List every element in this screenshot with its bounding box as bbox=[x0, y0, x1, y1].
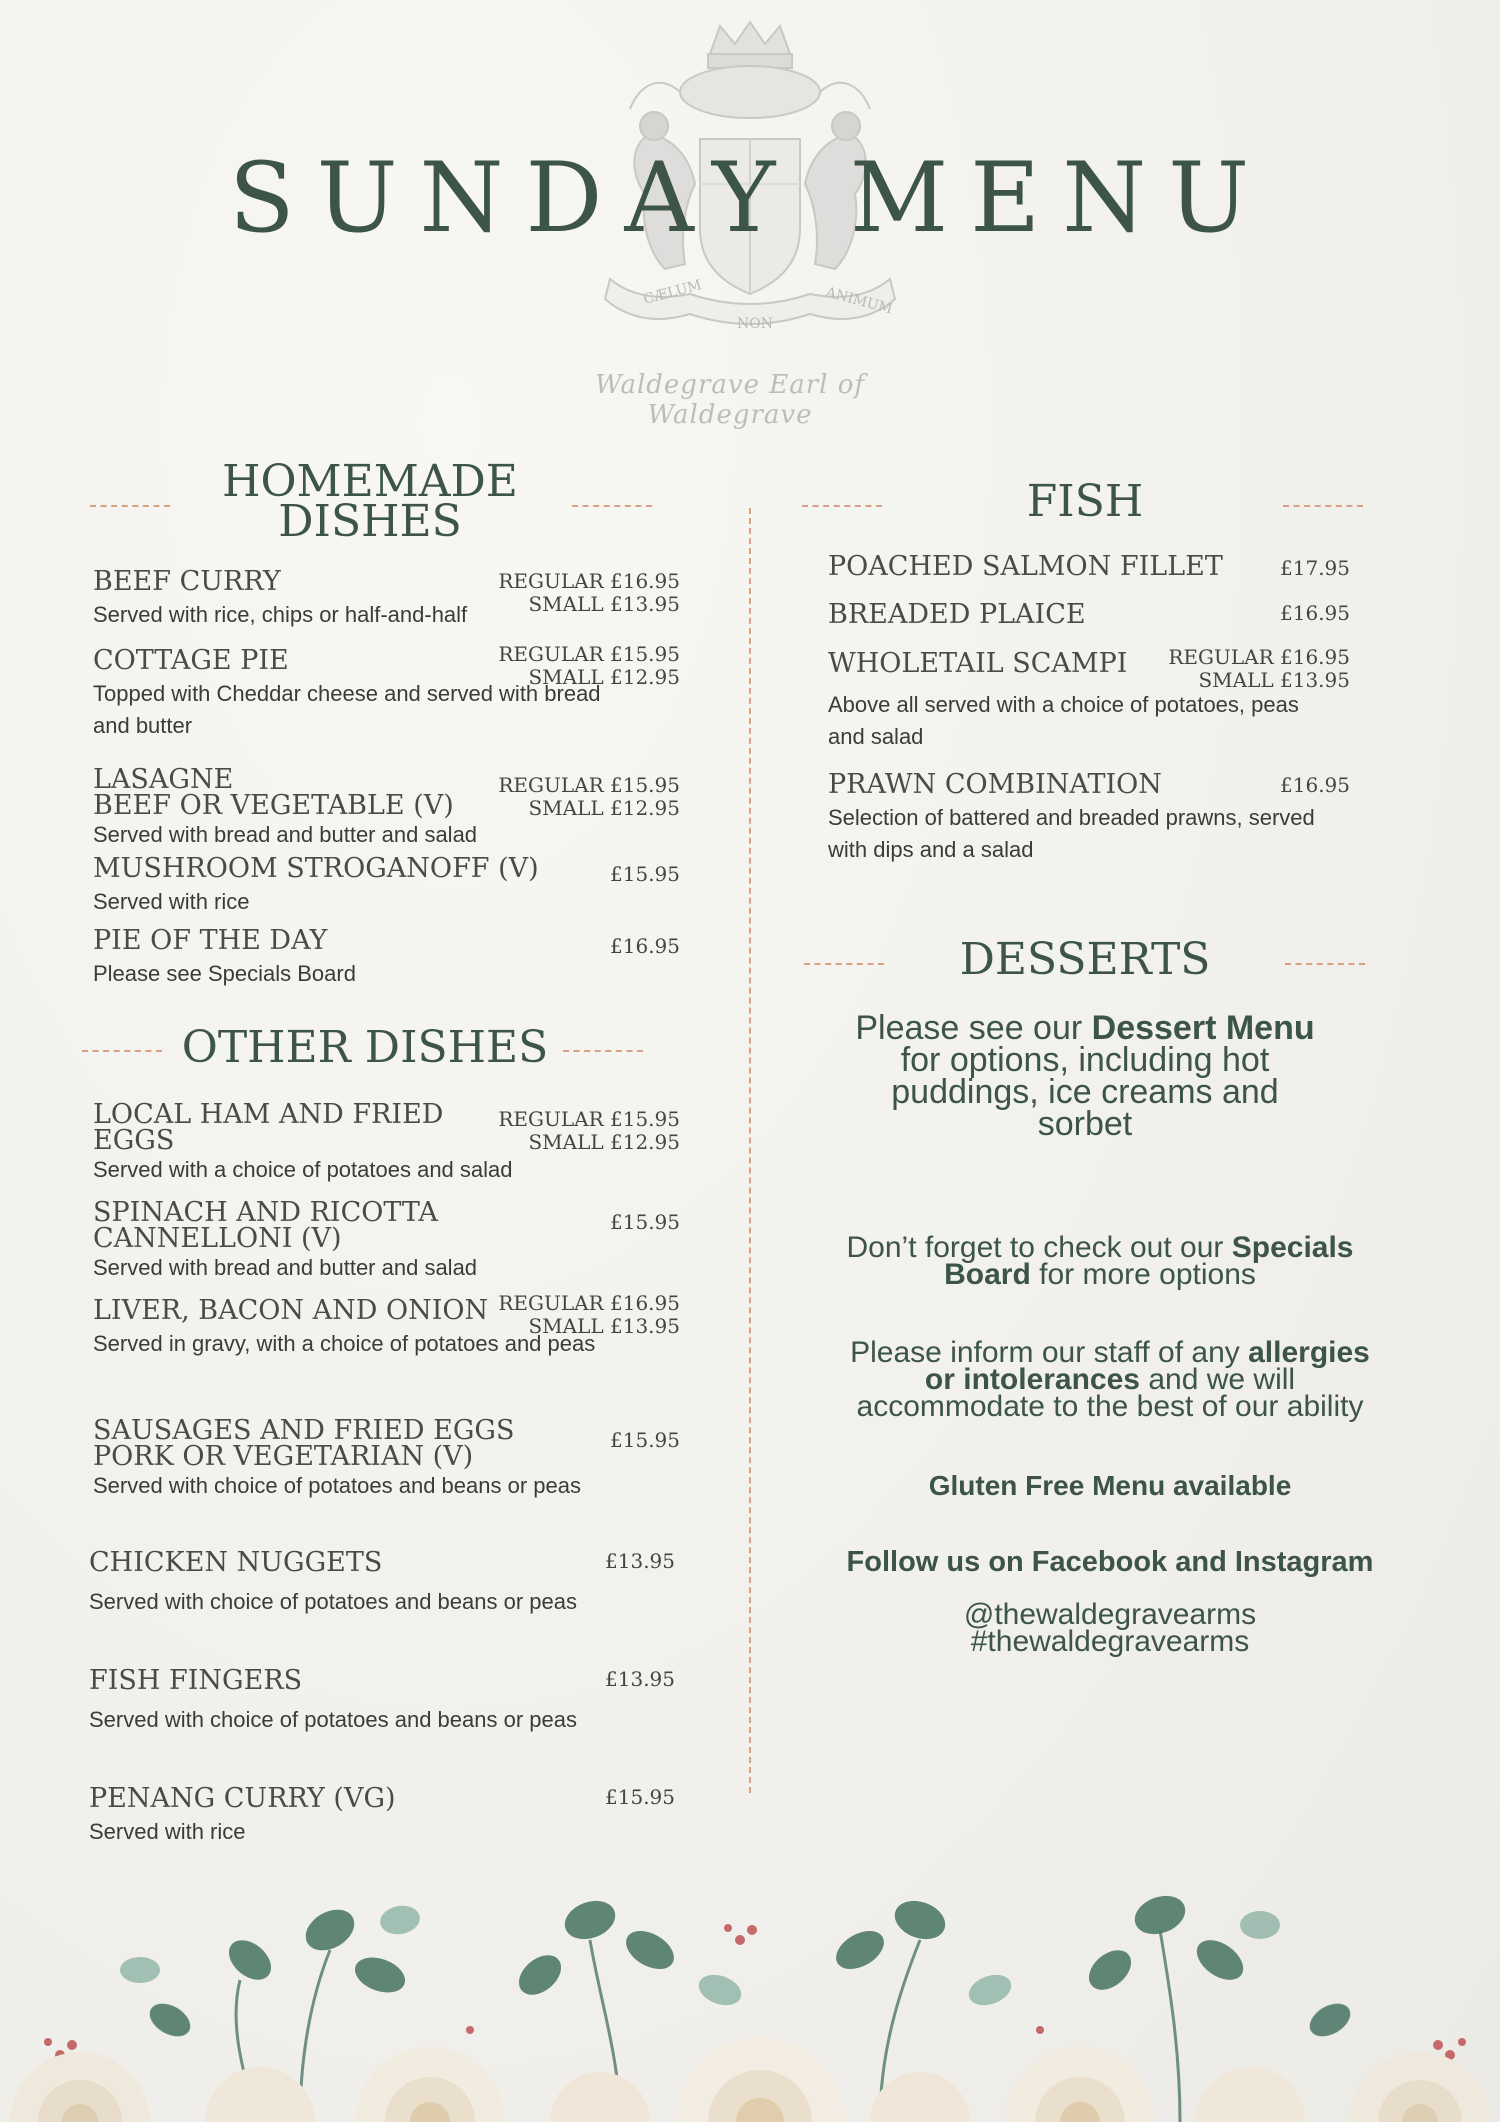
item-price: £16.95 bbox=[610, 934, 680, 958]
menu-item: COTTAGE PIE Topped with Cheddar cheese and served with bread and butter bbox=[93, 645, 601, 738]
dessert-note: Please see our Dessert Menu for options, including hot puddings, ice creams and sorbet bbox=[855, 1009, 1315, 1143]
section-heading-fish: FISH bbox=[1026, 476, 1144, 527]
svg-text:ANIMUM: ANIMUM bbox=[823, 284, 895, 318]
svg-text:NON: NON bbox=[737, 316, 773, 332]
menu-item: PENANG CURRY (VG) Served with rice bbox=[89, 1783, 396, 1844]
item-price: £16.95 bbox=[1280, 601, 1350, 625]
item-price: £13.95 bbox=[605, 1667, 675, 1691]
dash-ornament bbox=[802, 505, 882, 507]
dash-ornament bbox=[1283, 505, 1363, 507]
page-title: SUNDAY MENU bbox=[228, 142, 1272, 254]
menu-item: BEEF CURRY Served with rice, chips or half-and-half bbox=[93, 566, 468, 627]
item-price: £15.95 bbox=[605, 1785, 675, 1809]
section-heading-homemade: HOMEMADE DISHES bbox=[222, 456, 518, 547]
menu-item: CHICKEN NUGGETS Served with choice of potatoes and beans or peas bbox=[89, 1547, 577, 1614]
item-price: REGULAR £15.95 SMALL £12.95 bbox=[498, 773, 680, 820]
item-price: £13.95 bbox=[605, 1549, 675, 1573]
item-price: REGULAR £16.95 SMALL £13.95 bbox=[1168, 645, 1350, 692]
hashtag: #thewaldegravearms bbox=[970, 1625, 1250, 1658]
allergy-note: Please inform our staff of any allergies or intolerances and we will accommodate to the best of our ability bbox=[850, 1336, 1370, 1423]
item-price: REGULAR £16.95 SMALL £13.95 bbox=[498, 569, 680, 616]
item-price: £17.95 bbox=[1280, 556, 1350, 580]
svg-text:CÆLUM: CÆLUM bbox=[641, 277, 704, 308]
item-price: £15.95 bbox=[610, 862, 680, 886]
item-price: £15.95 bbox=[610, 1428, 680, 1452]
floral-border bbox=[0, 1880, 1500, 2122]
social-handles bbox=[800, 1598, 1420, 1658]
instagram-handle: @thewaldegravearms bbox=[963, 1598, 1257, 1631]
menu-item: MUSHROOM STROGANOFF (V) Served with rice bbox=[93, 853, 539, 914]
item-price: REGULAR £15.95 SMALL £12.95 bbox=[498, 1107, 680, 1154]
menu-item: SPINACH AND RICOTTA CANNELLONI (V) Served with bread and butter and salad bbox=[93, 1197, 478, 1280]
menu-item: PRAWN COMBINATION Selection of battered and breaded prawns, served with dips and a salad bbox=[828, 769, 1315, 862]
menu-item: LIVER, BACON AND ONION Served in gravy, with a choice of potatoes and peas bbox=[93, 1295, 596, 1356]
menu-item: BREADED PLAICE bbox=[828, 599, 1086, 630]
crest-script: Waldegrave Earl of Waldegrave bbox=[595, 370, 865, 430]
social-follow: Follow us on Facebook and Instagram bbox=[846, 1546, 1374, 1578]
menu-item: WHOLETAIL SCAMPI Above all served with a choice of potatoes, peas and salad bbox=[828, 648, 1299, 749]
item-price: REGULAR £16.95 SMALL £13.95 bbox=[498, 1291, 680, 1338]
menu-item: SAUSAGES AND FRIED EGGS PORK OR VEGETARIAN (V) Served with choice of potatoes and beans or peas bbox=[93, 1415, 581, 1498]
dash-ornament bbox=[90, 505, 170, 507]
dash-ornament bbox=[572, 505, 652, 507]
section-heading-desserts: DESSERTS bbox=[959, 934, 1211, 985]
gluten-free-note: Gluten Free Menu available bbox=[928, 1470, 1292, 1501]
menu-item: LASAGNE BEEF OR VEGETABLE (V) Served with bread and butter and salad bbox=[93, 764, 478, 847]
menu-item: FISH FINGERS Served with choice of potatoes and beans or peas bbox=[89, 1665, 577, 1732]
item-price: REGULAR £15.95 SMALL £12.95 bbox=[498, 642, 680, 689]
specials-note: Don’t forget to check out our Specials Board for more options bbox=[846, 1231, 1354, 1291]
column-divider bbox=[749, 508, 751, 1793]
dash-ornament bbox=[1285, 963, 1365, 965]
menu-item: LOCAL HAM AND FRIED EGGS Served with a choice of potatoes and salad bbox=[93, 1099, 513, 1182]
dash-ornament bbox=[82, 1050, 162, 1052]
dash-ornament bbox=[804, 963, 884, 965]
menu-item: POACHED SALMON FILLET bbox=[828, 551, 1223, 582]
dash-ornament bbox=[563, 1050, 643, 1052]
item-price: £16.95 bbox=[1280, 773, 1350, 797]
section-heading-other: OTHER DISHES bbox=[181, 1022, 549, 1073]
item-price: £15.95 bbox=[610, 1210, 680, 1234]
menu-item: PIE OF THE DAY Please see Specials Board bbox=[93, 925, 356, 986]
